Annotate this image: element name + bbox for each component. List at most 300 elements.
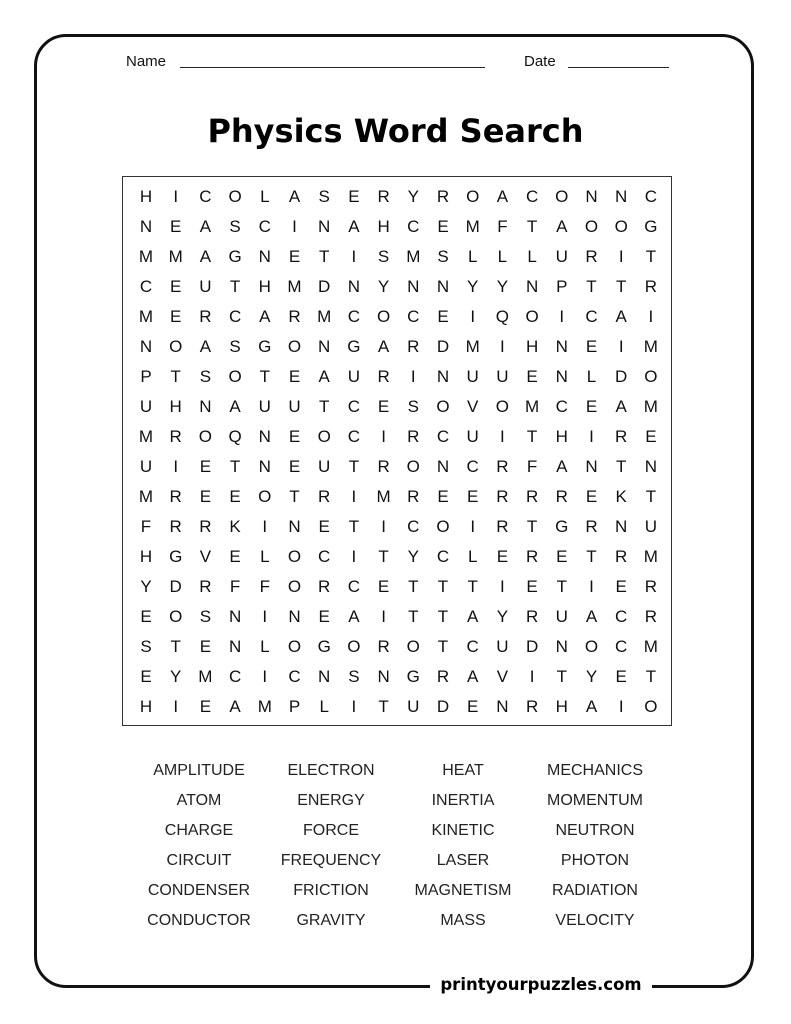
grid-letter[interactable]: E — [377, 577, 390, 596]
grid-letter[interactable]: E — [526, 367, 538, 386]
grid-letter[interactable]: V — [199, 547, 212, 566]
grid-letter[interactable]: M — [465, 217, 480, 236]
grid-letter[interactable]: T — [437, 637, 449, 656]
grid-letter[interactable]: M — [643, 637, 658, 656]
grid-letter[interactable]: N — [288, 517, 301, 536]
grid-letter[interactable]: R — [644, 277, 658, 296]
grid-letter[interactable]: C — [228, 307, 242, 326]
grid-letter[interactable]: U — [347, 367, 361, 386]
grid-letter[interactable]: C — [466, 637, 479, 656]
grid-letter[interactable]: T — [437, 607, 449, 626]
grid-letter[interactable]: O — [258, 487, 272, 506]
grid-letter[interactable]: I — [500, 337, 505, 356]
grid-letter[interactable]: R — [644, 577, 658, 596]
grid-letter[interactable]: R — [169, 487, 182, 506]
grid-letter[interactable]: C — [228, 667, 242, 686]
grid-letter[interactable]: D — [525, 637, 539, 656]
grid-letter[interactable]: I — [618, 337, 624, 356]
grid-letter[interactable]: E — [437, 307, 449, 326]
grid-letter[interactable]: H — [377, 217, 390, 236]
grid-letter[interactable]: E — [199, 637, 212, 656]
grid-letter[interactable]: C — [258, 217, 271, 236]
grid-letter[interactable]: N — [407, 277, 420, 296]
grid-letter[interactable]: E — [199, 487, 212, 506]
grid-letter[interactable]: E — [467, 487, 479, 506]
grid-letter[interactable]: R — [288, 307, 301, 326]
grid-letter[interactable]: G — [258, 337, 272, 356]
grid-letter[interactable]: D — [615, 367, 628, 386]
grid-letter[interactable]: R — [169, 517, 182, 536]
grid-letter[interactable]: M — [138, 307, 154, 326]
grid-letter[interactable]: R — [199, 307, 212, 326]
grid-letter[interactable]: M — [168, 247, 183, 266]
grid-letter[interactable]: M — [643, 397, 658, 416]
grid-letter[interactable]: E — [229, 487, 241, 506]
grid-letter[interactable]: I — [173, 187, 179, 206]
grid-letter[interactable]: C — [615, 637, 628, 656]
grid-letter[interactable]: O — [584, 637, 599, 656]
grid-letter[interactable]: R — [377, 367, 390, 386]
grid-letter[interactable]: U — [318, 457, 331, 476]
grid-letter[interactable]: H — [555, 697, 568, 716]
grid-letter[interactable]: G — [644, 217, 658, 236]
grid-letter[interactable]: N — [347, 277, 361, 296]
grid-letter[interactable]: A — [377, 337, 390, 356]
grid-letter[interactable]: U — [139, 457, 153, 476]
grid-letter[interactable]: Y — [407, 547, 419, 566]
grid-letter[interactable]: I — [618, 247, 624, 266]
grid-letter[interactable]: N — [615, 187, 628, 206]
grid-letter[interactable]: R — [377, 457, 390, 476]
grid-letter[interactable]: C — [347, 577, 361, 596]
grid-letter[interactable]: E — [496, 547, 509, 566]
grid-letter[interactable]: N — [525, 277, 539, 296]
grid-letter[interactable]: R — [377, 187, 390, 206]
grid-letter[interactable]: U — [288, 397, 301, 416]
grid-letter[interactable]: O — [287, 547, 302, 566]
grid-letter[interactable]: S — [437, 247, 449, 266]
grid-letter[interactable]: O — [406, 637, 420, 656]
grid-letter[interactable]: H — [525, 337, 539, 356]
grid-letter[interactable]: F — [526, 457, 538, 476]
grid-letter[interactable]: E — [585, 337, 598, 356]
grid-letter[interactable]: O — [436, 397, 450, 416]
grid-letter[interactable]: I — [173, 697, 179, 716]
grid-letter[interactable]: S — [229, 337, 241, 356]
grid-letter[interactable]: I — [559, 307, 565, 326]
grid-letter[interactable]: T — [526, 517, 538, 536]
grid-letter[interactable]: O — [228, 187, 242, 206]
grid-letter[interactable]: N — [318, 217, 331, 236]
grid-letter[interactable]: N — [555, 337, 568, 356]
grid-letter[interactable]: M — [525, 397, 540, 416]
grid-letter[interactable]: T — [170, 367, 181, 386]
grid-letter[interactable]: R — [199, 517, 212, 536]
grid-letter[interactable]: T — [348, 517, 360, 536]
grid-letter[interactable]: R — [436, 667, 450, 686]
grid-letter[interactable]: N — [139, 217, 153, 236]
grid-letter[interactable]: T — [586, 547, 597, 566]
grid-letter[interactable]: A — [615, 307, 627, 326]
grid-letter[interactable]: U — [466, 427, 479, 446]
grid-letter[interactable]: C — [199, 187, 212, 206]
grid-letter[interactable]: A — [199, 217, 212, 236]
grid-letter[interactable]: R — [525, 697, 539, 716]
grid-letter[interactable]: I — [292, 217, 297, 236]
grid-letter[interactable]: I — [648, 307, 654, 326]
grid-letter[interactable]: A — [229, 697, 241, 716]
grid-letter[interactable]: A — [467, 607, 479, 626]
grid-letter[interactable]: T — [408, 577, 419, 596]
grid-letter[interactable]: E — [199, 697, 212, 716]
grid-letter[interactable]: E — [140, 607, 152, 626]
grid-letter[interactable]: E — [437, 217, 449, 236]
grid-letter[interactable]: N — [436, 457, 450, 476]
grid-letter[interactable]: O — [169, 337, 183, 356]
grid-letter[interactable]: A — [585, 697, 598, 716]
grid-letter[interactable]: I — [262, 517, 268, 536]
grid-letter[interactable]: T — [467, 577, 478, 596]
grid-letter[interactable]: L — [467, 247, 478, 266]
grid-letter[interactable]: R — [615, 427, 628, 446]
grid-letter[interactable]: E — [377, 397, 390, 416]
grid-letter[interactable]: U — [199, 277, 212, 296]
grid-letter[interactable]: C — [347, 427, 361, 446]
grid-letter[interactable]: N — [585, 187, 598, 206]
grid-letter[interactable]: T — [318, 247, 330, 266]
grid-letter[interactable]: O — [644, 697, 658, 716]
grid-letter[interactable]: M — [643, 547, 658, 566]
grid-letter[interactable]: E — [288, 367, 301, 386]
grid-letter[interactable]: C — [288, 667, 301, 686]
grid-letter[interactable]: I — [173, 457, 179, 476]
grid-letter[interactable]: Y — [170, 667, 182, 686]
grid-letter[interactable]: E — [615, 577, 627, 596]
grid-letter[interactable]: R — [318, 487, 331, 506]
grid-letter[interactable]: C — [525, 187, 539, 206]
grid-letter[interactable]: R — [585, 517, 598, 536]
grid-letter[interactable]: G — [555, 517, 569, 536]
grid-letter[interactable]: H — [139, 547, 153, 566]
grid-letter[interactable]: U — [496, 367, 509, 386]
grid-letter[interactable]: E — [467, 697, 479, 716]
grid-letter[interactable]: T — [586, 277, 597, 296]
grid-letter[interactable]: C — [555, 397, 568, 416]
grid-letter[interactable]: I — [500, 427, 505, 446]
grid-letter[interactable]: I — [262, 667, 268, 686]
grid-letter[interactable]: L — [260, 547, 270, 566]
grid-letter[interactable]: R — [525, 487, 539, 506]
grid-letter[interactable]: S — [377, 247, 390, 266]
grid-letter[interactable]: R — [377, 637, 390, 656]
grid-letter[interactable]: I — [381, 427, 386, 446]
grid-letter[interactable]: I — [470, 517, 476, 536]
grid-letter[interactable]: I — [351, 547, 357, 566]
grid-letter[interactable]: N — [258, 457, 271, 476]
grid-letter[interactable]: T — [645, 667, 657, 686]
grid-letter[interactable]: A — [199, 247, 212, 266]
grid-letter[interactable]: A — [199, 337, 212, 356]
grid-letter[interactable]: G — [169, 547, 183, 566]
grid-letter[interactable]: C — [615, 607, 628, 626]
grid-letter[interactable]: C — [644, 187, 658, 206]
grid-letter[interactable]: U — [555, 607, 568, 626]
grid-letter[interactable]: C — [436, 427, 450, 446]
grid-letter[interactable]: T — [615, 277, 627, 296]
grid-letter[interactable]: T — [615, 457, 627, 476]
grid-letter[interactable]: N — [318, 337, 331, 356]
grid-letter[interactable]: M — [287, 277, 302, 296]
grid-letter[interactable]: M — [138, 487, 154, 506]
grid-letter[interactable]: Y — [496, 277, 509, 296]
grid-letter[interactable]: E — [288, 247, 301, 266]
grid-letter[interactable]: I — [351, 697, 357, 716]
grid-letter[interactable]: N — [139, 337, 153, 356]
grid-letter[interactable]: O — [198, 427, 212, 446]
grid-letter[interactable]: I — [381, 517, 386, 536]
grid-letter[interactable]: H — [258, 277, 271, 296]
grid-letter[interactable]: E — [348, 187, 360, 206]
grid-letter[interactable]: N — [496, 697, 509, 716]
grid-letter[interactable]: O — [287, 577, 302, 596]
grid-letter[interactable]: S — [199, 607, 212, 626]
grid-letter[interactable]: O — [287, 337, 302, 356]
grid-letter[interactable]: E — [170, 277, 182, 296]
grid-letter[interactable]: I — [589, 577, 594, 596]
grid-letter[interactable]: U — [555, 247, 568, 266]
grid-letter[interactable]: R — [436, 187, 450, 206]
grid-letter[interactable]: A — [288, 187, 301, 206]
grid-letter[interactable]: F — [229, 577, 241, 596]
grid-letter[interactable]: E — [318, 517, 330, 536]
grid-letter[interactable]: R — [615, 547, 628, 566]
grid-letter[interactable]: E — [288, 427, 301, 446]
grid-letter[interactable]: N — [585, 457, 598, 476]
grid-letter[interactable]: E — [199, 457, 212, 476]
grid-letter[interactable]: L — [260, 187, 270, 206]
grid-letter[interactable]: T — [556, 577, 567, 596]
grid-letter[interactable]: C — [436, 547, 450, 566]
grid-letter[interactable]: R — [644, 607, 658, 626]
grid-letter[interactable]: L — [586, 367, 597, 386]
grid-letter[interactable]: O — [228, 367, 242, 386]
grid-letter[interactable]: I — [618, 697, 624, 716]
grid-letter[interactable]: E — [318, 607, 330, 626]
grid-letter[interactable]: R — [496, 487, 509, 506]
grid-letter[interactable]: O — [584, 217, 599, 236]
grid-letter[interactable]: N — [436, 367, 450, 386]
grid-letter[interactable]: N — [228, 607, 242, 626]
grid-letter[interactable]: E — [170, 307, 182, 326]
grid-letter[interactable]: H — [555, 427, 568, 446]
grid-letter[interactable]: C — [347, 397, 361, 416]
grid-letter[interactable]: Q — [495, 307, 509, 326]
grid-letter[interactable]: U — [644, 517, 658, 536]
grid-letter[interactable]: E — [615, 667, 627, 686]
grid-letter[interactable]: N — [258, 247, 271, 266]
grid-letter[interactable]: E — [140, 667, 152, 686]
grid-letter[interactable]: S — [318, 187, 330, 206]
grid-letter[interactable]: E — [556, 547, 568, 566]
grid-letter[interactable]: Y — [140, 577, 152, 596]
grid-letter[interactable]: L — [527, 247, 537, 266]
grid-letter[interactable]: O — [495, 397, 509, 416]
grid-letter[interactable]: T — [259, 367, 270, 386]
grid-letter[interactable]: Y — [585, 667, 598, 686]
grid-letter[interactable]: C — [347, 307, 361, 326]
grid-letter[interactable]: T — [645, 487, 657, 506]
grid-letter[interactable]: P — [140, 367, 152, 386]
grid-letter[interactable]: P — [288, 697, 301, 716]
grid-letter[interactable]: I — [470, 307, 476, 326]
grid-letter[interactable]: A — [348, 217, 360, 236]
grid-letter[interactable]: I — [500, 577, 505, 596]
grid-letter[interactable]: S — [140, 637, 152, 656]
grid-letter[interactable]: N — [555, 367, 568, 386]
grid-letter[interactable]: I — [351, 487, 357, 506]
grid-letter[interactable]: E — [229, 547, 241, 566]
grid-letter[interactable]: T — [645, 247, 657, 266]
grid-letter[interactable]: N — [644, 457, 658, 476]
grid-letter[interactable]: T — [437, 577, 449, 596]
grid-letter[interactable]: E — [585, 397, 598, 416]
grid-letter[interactable]: R — [407, 427, 420, 446]
grid-letter[interactable]: H — [169, 397, 182, 416]
grid-letter[interactable]: O — [376, 307, 391, 326]
grid-letter[interactable]: O — [614, 217, 628, 236]
grid-letter[interactable]: K — [229, 517, 241, 536]
grid-letter[interactable]: N — [199, 397, 212, 416]
grid-letter[interactable]: O — [169, 607, 183, 626]
grid-letter[interactable]: N — [436, 277, 450, 296]
grid-letter[interactable]: R — [407, 487, 420, 506]
grid-letter[interactable]: T — [378, 547, 389, 566]
grid-letter[interactable]: T — [526, 217, 538, 236]
grid-letter[interactable]: S — [348, 667, 360, 686]
grid-letter[interactable]: D — [436, 697, 450, 716]
grid-letter[interactable]: O — [406, 457, 420, 476]
grid-letter[interactable]: G — [347, 337, 361, 356]
grid-letter[interactable]: O — [555, 187, 569, 206]
grid-letter[interactable]: T — [526, 427, 538, 446]
grid-letter[interactable]: A — [348, 607, 360, 626]
grid-letter[interactable]: O — [317, 427, 331, 446]
grid-letter[interactable]: R — [496, 517, 509, 536]
grid-letter[interactable]: R — [199, 577, 212, 596]
grid-letter[interactable]: N — [555, 637, 568, 656]
grid-letter[interactable]: R — [555, 487, 568, 506]
grid-letter[interactable]: D — [169, 577, 182, 596]
grid-letter[interactable]: M — [406, 247, 421, 266]
grid-letter[interactable]: O — [644, 367, 658, 386]
grid-letter[interactable]: F — [259, 577, 270, 596]
grid-letter[interactable]: C — [407, 307, 420, 326]
grid-letter[interactable]: C — [139, 277, 153, 296]
grid-letter[interactable]: A — [496, 187, 509, 206]
grid-letter[interactable]: O — [436, 517, 450, 536]
grid-letter[interactable]: N — [318, 667, 331, 686]
grid-letter[interactable]: A — [556, 217, 568, 236]
grid-letter[interactable]: U — [496, 637, 509, 656]
grid-letter[interactable]: T — [170, 637, 181, 656]
grid-letter[interactable]: D — [436, 337, 450, 356]
grid-letter[interactable]: O — [287, 637, 302, 656]
grid-letter[interactable]: E — [645, 427, 657, 446]
grid-letter[interactable]: T — [378, 697, 389, 716]
grid-letter[interactable]: T — [408, 607, 419, 626]
grid-letter[interactable]: I — [262, 607, 268, 626]
grid-letter[interactable]: A — [259, 307, 271, 326]
grid-letter[interactable]: S — [229, 217, 241, 236]
grid-letter[interactable]: O — [466, 187, 480, 206]
grid-letter[interactable]: T — [318, 397, 330, 416]
grid-letter[interactable]: U — [258, 397, 271, 416]
grid-letter[interactable]: E — [585, 487, 598, 506]
grid-letter[interactable]: Y — [407, 187, 419, 206]
grid-letter[interactable]: G — [317, 637, 331, 656]
grid-letter[interactable]: Q — [228, 427, 242, 446]
grid-letter[interactable]: E — [170, 217, 182, 236]
grid-letter[interactable]: M — [643, 337, 658, 356]
grid-letter[interactable]: S — [199, 367, 212, 386]
grid-letter[interactable]: A — [556, 457, 568, 476]
grid-letter[interactable]: H — [139, 187, 153, 206]
grid-letter[interactable]: O — [347, 637, 361, 656]
grid-letter[interactable]: A — [585, 607, 598, 626]
grid-letter[interactable]: M — [138, 427, 154, 446]
grid-letter[interactable]: R — [525, 607, 539, 626]
grid-letter[interactable]: N — [288, 607, 301, 626]
grid-letter[interactable]: I — [529, 667, 535, 686]
grid-letter[interactable]: N — [377, 667, 390, 686]
grid-letter[interactable]: R — [585, 247, 598, 266]
grid-letter[interactable]: M — [198, 667, 213, 686]
grid-letter[interactable]: N — [615, 517, 628, 536]
grid-letter[interactable]: Y — [496, 607, 509, 626]
grid-letter[interactable]: C — [407, 217, 420, 236]
grid-letter[interactable]: D — [318, 277, 331, 296]
grid-letter[interactable]: F — [497, 217, 508, 236]
grid-letter[interactable]: E — [437, 487, 449, 506]
grid-letter[interactable]: A — [229, 397, 241, 416]
grid-letter[interactable]: C — [466, 457, 479, 476]
grid-letter[interactable]: I — [381, 607, 386, 626]
grid-letter[interactable]: T — [289, 487, 300, 506]
grid-letter[interactable]: Y — [377, 277, 390, 296]
grid-letter[interactable]: G — [228, 247, 242, 266]
grid-letter[interactable]: M — [376, 487, 391, 506]
grid-letter[interactable]: V — [467, 397, 479, 416]
grid-letter[interactable]: R — [407, 337, 420, 356]
grid-letter[interactable]: M — [138, 247, 154, 266]
grid-letter[interactable]: U — [407, 697, 420, 716]
grid-letter[interactable]: C — [407, 517, 420, 536]
grid-letter[interactable]: E — [288, 457, 301, 476]
grid-letter[interactable]: N — [258, 427, 271, 446]
grid-letter[interactable]: O — [525, 307, 539, 326]
grid-letter[interactable]: L — [319, 697, 329, 716]
grid-letter[interactable]: V — [496, 667, 509, 686]
grid-letter[interactable]: N — [228, 637, 242, 656]
grid-letter[interactable]: P — [556, 277, 568, 296]
grid-letter[interactable]: C — [585, 307, 598, 326]
grid-letter[interactable]: T — [348, 457, 360, 476]
grid-letter[interactable]: L — [467, 547, 478, 566]
grid-letter[interactable]: T — [229, 457, 241, 476]
grid-letter[interactable]: L — [497, 247, 508, 266]
grid-letter[interactable]: R — [169, 427, 182, 446]
grid-letter[interactable]: R — [525, 547, 539, 566]
